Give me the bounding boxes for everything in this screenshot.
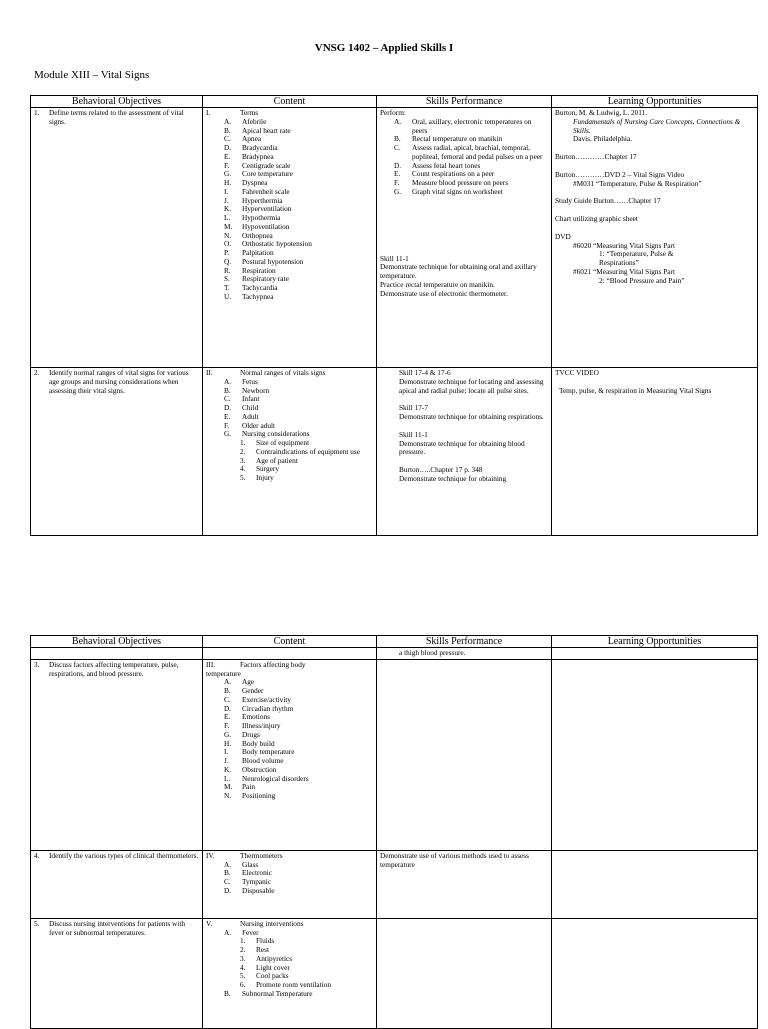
list-item: O. Orthostatic hypotension	[224, 239, 312, 249]
reference-publisher: Davis. Philadelphia.	[573, 134, 632, 144]
list-item: G. Graph vital signs on worksheet	[394, 186, 503, 196]
skill-number: Skill 17-4 & 17-6	[399, 368, 451, 377]
roman-numeral: II.	[206, 368, 213, 377]
list-item: F. Illness/injury	[224, 721, 281, 730]
dvd-heading: DVD	[555, 231, 571, 241]
content-heading: Nursing interventions	[240, 918, 304, 928]
list-item: C. Exercise/activity	[224, 694, 292, 704]
objective-text: Define terms related to the assessment of vital signs.	[49, 108, 184, 126]
table-header-row	[31, 96, 758, 108]
content-cell	[203, 108, 377, 368]
list-item: D. Circadian rhythm	[224, 703, 294, 713]
list-item: A. Oral, axillary, electronic temperatures on peers	[394, 116, 532, 135]
list-item: N. Positioning	[224, 791, 276, 800]
objective-cell	[31, 918, 203, 1028]
skills-cell	[377, 918, 552, 1028]
reference-m031: #M031 “Temperature, Pulse & Respiration”	[573, 178, 702, 188]
table-header-row	[31, 636, 758, 648]
header-behavioral-objectives: Behavioral Objectives	[31, 636, 203, 648]
content-cell	[203, 918, 377, 1028]
list-item: C. Apnea	[224, 134, 262, 144]
header-learning-opportunities: Learning Opportunities	[552, 96, 758, 108]
content-cell	[203, 368, 377, 536]
table-row	[31, 850, 758, 918]
learning-cell	[552, 659, 758, 850]
list-item: H. Body build	[224, 738, 275, 748]
objective-number: 5.	[34, 918, 40, 928]
roman-numeral: IV.	[206, 850, 215, 860]
skills-cell	[377, 108, 552, 368]
list-item: T. Tachycardia	[224, 283, 278, 292]
list-item: C. Assess radial, apical, brachial, temporal, popliteal, femoral and pedal pulses on a peer	[394, 143, 543, 161]
dvd-item: 2: “Blood Pressure and Pain”	[599, 275, 685, 285]
sub-list-item: 2. Contraindications of equipment use	[240, 446, 360, 456]
list-item: U. Tachypnea	[224, 291, 274, 301]
skill-number: Skill 11-1	[380, 253, 409, 263]
sub-list-item: 5. Cool packs	[240, 971, 289, 981]
skills-cell	[377, 850, 552, 918]
skill-text: Demonstrate technique for obtaining respirations.	[399, 412, 544, 421]
skill-text: Demonstrate technique for locating and assessing apical and radial pulse; locate all pulse sites.	[399, 376, 544, 395]
content-heading: Factors affecting body	[240, 659, 306, 669]
list-item: J. Hyperthermia	[224, 195, 283, 205]
objective-number: 1.	[34, 108, 40, 117]
list-item: A. Fever	[224, 927, 259, 937]
learning-cell	[552, 108, 758, 368]
skill-continuation: a thigh blood pressure.	[377, 648, 552, 660]
list-item: E. Bradypnea	[224, 151, 274, 161]
list-item: C. Infant	[224, 394, 260, 404]
sub-list-item: 4. Light cover	[240, 962, 290, 972]
content-heading: Normal ranges of vitals signs	[240, 368, 326, 377]
reference-chapter: Burton…………Chapter 17	[555, 152, 637, 161]
list-item: L. Hypothermia	[224, 213, 281, 222]
list-item: B. Gender	[224, 686, 264, 695]
objective-text: Discuss factors affecting temperature, pulse, respirations, and blood pressure.	[49, 659, 179, 678]
list-item: F. Measure blood pressure on peers	[394, 178, 509, 187]
list-item: B. Subnormal Temperature	[224, 988, 313, 998]
list-item: A. Age	[224, 677, 255, 687]
skill-text: Practice rectal temperature on manikin.	[380, 279, 495, 289]
dvd-item: #6020 “Measuring Vital Signs Part	[573, 240, 675, 250]
reference-dvd2: Burton…………DVD 2 – Vital Signs Video	[555, 169, 685, 179]
roman-numeral: III.	[206, 659, 216, 669]
objective-cell	[31, 850, 203, 918]
skill-number: Skill 17-7	[399, 403, 428, 413]
list-item: E. Adult	[224, 411, 259, 421]
table-row	[31, 659, 758, 850]
list-item: M. Hypoventilation	[224, 221, 290, 231]
list-item: D. Child	[224, 403, 259, 412]
header-content: Content	[203, 96, 377, 108]
skill-text: Demonstrate technique for obtaining oral and axillary temperature.	[380, 262, 537, 280]
table-row	[31, 648, 758, 660]
study-guide: Study Guide Burton……Chapter 17	[555, 196, 661, 206]
sub-list-item: 4. Surgery	[240, 464, 279, 474]
list-item: A. Fetus	[224, 376, 258, 386]
dvd-item: Respirations”	[599, 258, 639, 267]
content-cell	[203, 850, 377, 918]
objective-cell	[31, 368, 203, 536]
objective-text: Discuss nursing interventions for patients with fever or subnormal temperatures.	[49, 918, 185, 937]
skill-number: Skill 11-1	[399, 429, 428, 439]
header-learning-opportunities: Learning Opportunities	[552, 636, 758, 648]
document-title: VNSG 1402 – Applied Skills I	[314, 42, 454, 54]
sub-list-item: 2. Rest	[240, 945, 269, 954]
roman-numeral: I.	[206, 108, 211, 117]
list-item: I. Body temperature	[224, 747, 295, 757]
skills-cell	[377, 368, 552, 536]
skill-number: Burton…..Chapter 17 p. 348	[399, 465, 483, 474]
perform-label: Perform:	[380, 108, 406, 117]
content-heading-cont: temperature	[206, 668, 241, 678]
header-skills-performance: Skills Performance	[377, 96, 552, 108]
list-item: B. Electronic	[224, 868, 272, 878]
table-row	[31, 108, 758, 368]
sub-list-item: 6. Promote room ventilation	[240, 980, 331, 989]
header-skills-performance: Skills Performance	[377, 636, 552, 648]
list-item: J. Blood volume	[224, 756, 284, 765]
list-item: K. Hyperventilation	[224, 204, 292, 214]
roman-numeral: V.	[206, 918, 213, 928]
skill-text: Demonstrate use of various methods used to assess temperature	[380, 850, 529, 869]
dvd-item: 1: “Temperature, Pulse &	[599, 249, 674, 259]
learning-cell	[552, 850, 758, 918]
list-item: A. Glass	[224, 859, 259, 869]
list-item: D. Disposable	[224, 885, 275, 895]
list-item: L. Neurological disorders	[224, 773, 309, 783]
list-item: M. Pain	[224, 782, 255, 792]
list-item: P. Palpitation	[224, 248, 274, 257]
skills-cell	[377, 659, 552, 850]
objectives-table-page2	[30, 635, 758, 1029]
list-item: D. Bradycardia	[224, 143, 278, 152]
video-heading: TVCC VIDEO	[555, 368, 599, 377]
video-text: Temp, pulse, & respiration in Measuring Vital Signs	[559, 385, 712, 395]
objective-cell	[31, 108, 203, 368]
list-item: F. Centigrade scale	[224, 160, 291, 170]
objective-number: 2.	[34, 368, 40, 377]
list-item: K. Obstruction	[224, 764, 277, 774]
list-item: B. Apical heart rate	[224, 125, 291, 135]
list-item: I. Fahrenheit scale	[224, 186, 290, 196]
skill-text: Demonstrate technique for obtaining blood pressure.	[399, 438, 525, 457]
list-item: E. Count respirations on a peer	[394, 169, 495, 179]
list-item: A. Afebrile	[224, 116, 267, 126]
dvd-item: #6021 “Measuring Vital Signs Part	[573, 266, 675, 276]
content-cell	[203, 659, 377, 850]
sub-list-item: 1. Fluids	[240, 936, 275, 946]
sub-list-item: 1. Size of equipment	[240, 438, 310, 447]
table-row	[31, 368, 758, 536]
skill-text: Demonstrate technique for obtaining	[399, 473, 507, 483]
learning-cell	[552, 918, 758, 1028]
objectives-table-page1	[30, 95, 758, 536]
list-item: Q. Postural hypotension	[224, 256, 304, 266]
sub-list-item: 5. Injury	[240, 473, 274, 482]
list-item: H. Dyspnea	[224, 178, 268, 187]
list-item: D. Assess fetal heart tones	[394, 160, 481, 170]
content-heading: Terms	[240, 108, 259, 117]
header-content: Content	[203, 636, 377, 648]
objective-number: 4.	[34, 850, 40, 860]
reference-book: Fundamentals of Nursing Care Concepts, Connections & Skills.	[573, 116, 741, 135]
objective-number: 3.	[34, 659, 40, 669]
content-heading: Thermometers	[240, 850, 283, 860]
table-row	[31, 918, 758, 1028]
sub-list-item: 3. Age of patient	[240, 455, 298, 465]
list-item: F. Older adult	[224, 420, 276, 430]
learning-cell	[552, 368, 758, 536]
list-item: C. Tympanic	[224, 877, 272, 886]
list-item: G. Drugs	[224, 729, 260, 739]
list-item: G. Core temperature	[224, 169, 293, 179]
header-behavioral-objectives: Behavioral Objectives	[31, 96, 203, 108]
list-item: B. Newborn	[224, 385, 270, 395]
list-item: R. Respiration	[224, 265, 276, 275]
module-heading: Module XIII – Vital Signs	[34, 69, 150, 81]
list-item: N. Orthopnea	[224, 230, 273, 240]
objective-text: Identify the various types of clinical thermometers.	[49, 850, 199, 860]
list-item: S. Respiratory rate	[224, 274, 289, 284]
skill-text: Demonstrate use of electronic thermometer.	[380, 288, 508, 298]
objective-text: Identify normal ranges of vital signs for various age groups and nursing considerations when assessing their vital signs.	[49, 368, 189, 395]
list-item: E. Emotions	[224, 712, 270, 722]
sub-list-item: 3. Antipyretics	[240, 953, 293, 963]
objective-cell	[31, 659, 203, 850]
list-item: B. Rectal temperature on manikin	[394, 134, 503, 144]
chart-note: Chart utilizing graphic sheet	[555, 214, 638, 223]
reference-author: Burton, M. & Ludwig, L. 2011.	[555, 108, 648, 117]
list-item: G. Nursing considerations	[224, 429, 310, 439]
